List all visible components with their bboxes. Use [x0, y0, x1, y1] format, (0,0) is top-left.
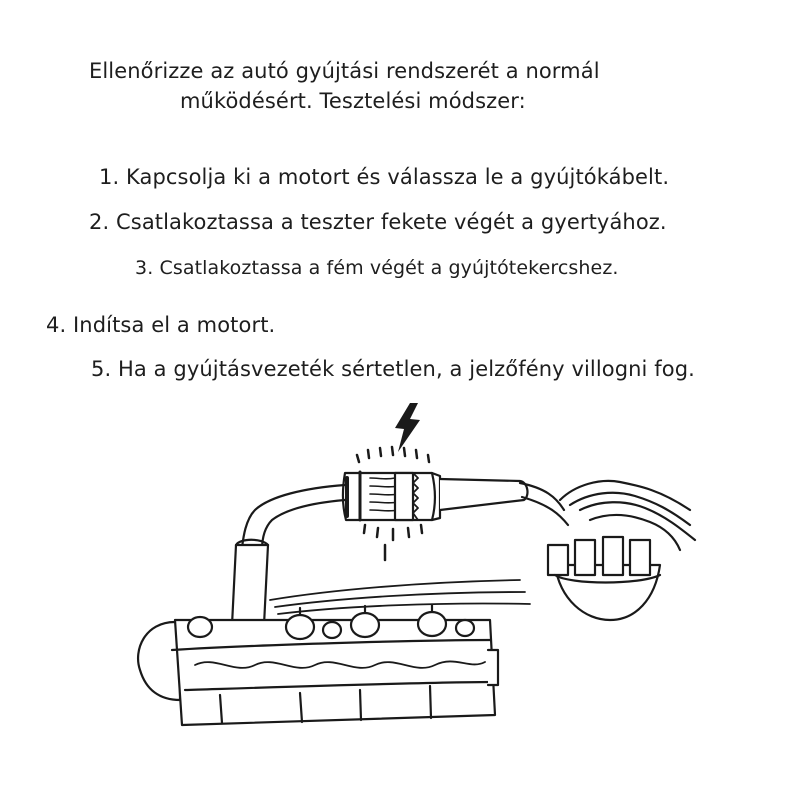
- step-1: 1. Kapcsolja ki a motort és válassza le a gyújtókábelt.: [99, 165, 670, 189]
- engine-spark-tester-illustration: [0, 390, 800, 800]
- step-5: 5. Ha a gyújtásvezeték sértetlen, a jelzőfény villogni fog.: [91, 357, 695, 381]
- spark-tester: [343, 472, 528, 520]
- step-2: 2. Csatlakoztassa a teszter fekete végét a gyertyához.: [89, 210, 667, 234]
- intro-line-1: Ellenőrizze az autó gyújtási rendszerét a normál: [89, 59, 600, 83]
- intro-line-2: működésért. Tesztelési módszer:: [180, 89, 526, 113]
- step-4: 4. Indítsa el a motort.: [46, 313, 276, 337]
- plug-wire: [232, 485, 345, 625]
- distributor-cap: [548, 537, 660, 620]
- engine-wires: [270, 580, 530, 614]
- lightning-bolt-icon: [395, 403, 420, 452]
- step-3: 3. Csatlakoztassa a fém végét a gyújtótekercshez.: [135, 257, 619, 279]
